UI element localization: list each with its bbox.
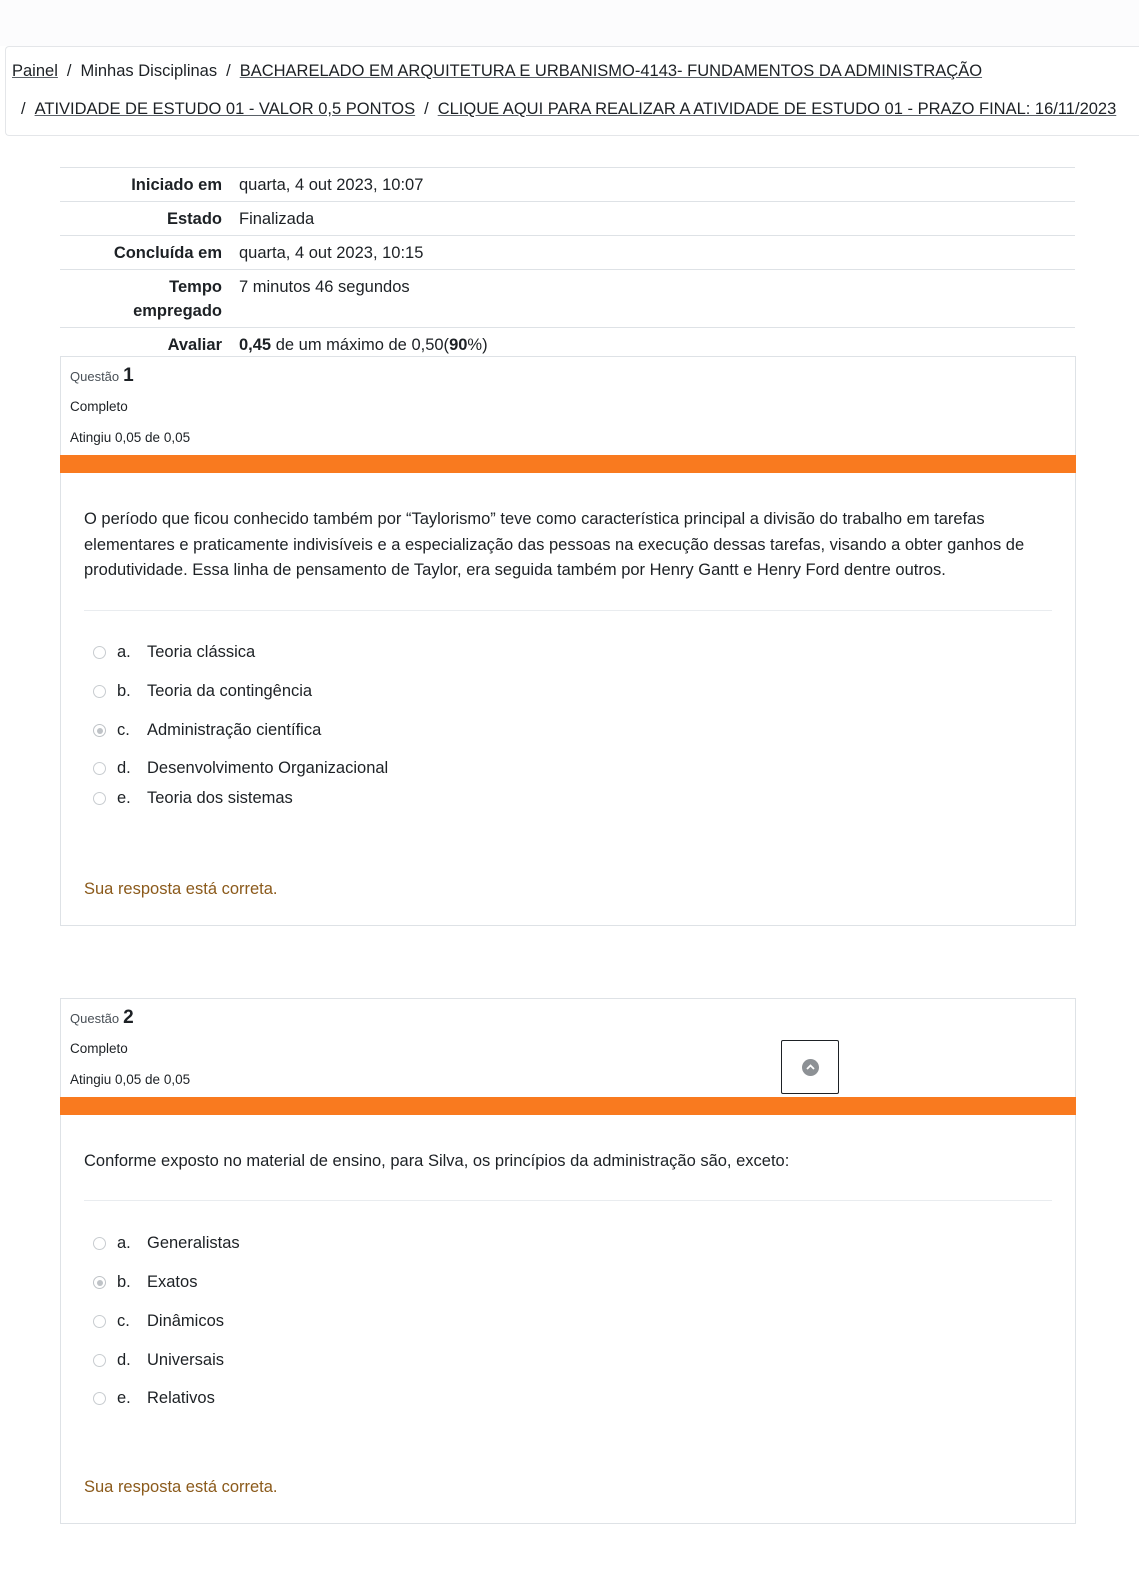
question-2 [60,998,1076,1524]
grade-percent-suffix: %) [467,336,488,354]
question-text: Conforme exposto no material de ensino, para Silva, os princípios da administração são, exceto: [84,1152,790,1170]
question-number-value: 2 [123,1007,134,1028]
answer-option-selected[interactable] [93,721,321,740]
question-grade: Atingiu 0,05 de 0,05 [70,1072,191,1087]
breadcrumb-separator: / [21,100,26,118]
question-grade: Atingiu 0,05 de 0,05 [70,430,191,445]
radio-button[interactable] [93,1315,106,1328]
grade-max-text: de um máximo de 0,50( [275,336,450,354]
radio-button[interactable] [93,1237,106,1250]
question-state: Completo [70,1041,128,1056]
radio-button[interactable] [93,1354,106,1367]
scroll-to-top-button[interactable] [781,1040,839,1094]
divider [84,610,1052,611]
chevron-up-icon [806,1064,815,1070]
breadcrumb-link-painel[interactable]: Painel [12,62,58,80]
radio-button[interactable] [93,646,106,659]
answer-option[interactable] [93,682,312,701]
option-label: Relativos [147,1389,215,1407]
radio-button-selected[interactable] [93,724,106,737]
answer-option[interactable] [93,1312,224,1331]
option-label: Teoria da contingência [147,682,313,700]
radio-button[interactable] [93,1392,106,1405]
answer-option[interactable] [93,1351,224,1370]
answer-option[interactable] [93,1389,215,1408]
breadcrumb-separator: / [226,62,231,80]
summary-row-started [60,168,1075,202]
breadcrumb-item-minhas-disciplinas: Minhas Disciplinas [80,62,218,80]
option-label: Generalistas [147,1234,240,1252]
divider [84,1200,1052,1201]
question-info [61,999,1075,1097]
question-number [70,1007,134,1029]
radio-button-selected[interactable] [93,1276,106,1289]
grade-score: 0,45 [239,336,272,354]
feedback-text: Sua resposta está correta. [84,1478,278,1496]
summary-label: Avaliar [167,336,222,354]
option-letter: e. [117,1389,131,1407]
answer-option[interactable] [93,1234,240,1253]
question-info [61,357,1075,455]
summary-value: Finalizada [239,210,315,228]
summary-label-line2: empregado [133,302,222,320]
breadcrumb-link-activity[interactable]: ATIVIDADE DE ESTUDO 01 - VALOR 0,5 PONTOS [34,100,416,118]
answer-option[interactable] [93,789,293,808]
option-letter: a. [117,643,131,661]
grade-percent: 90 [449,336,468,354]
radio-button[interactable] [93,762,106,775]
option-label: Universais [147,1351,225,1369]
summary-row-state [60,202,1075,236]
option-letter: a. [117,1234,131,1252]
option-letter: c. [117,1312,130,1330]
breadcrumb [5,46,1139,136]
question-number [70,365,134,387]
option-label: Teoria dos sistemas [147,789,293,807]
answer-option-selected[interactable] [93,1273,197,1292]
option-label: Desenvolvimento Organizacional [147,759,389,777]
answer-option[interactable] [93,643,255,662]
answer-option[interactable] [93,759,388,778]
option-letter: d. [117,1351,131,1369]
summary-row-completed [60,236,1075,270]
option-letter: d. [117,759,131,777]
summary-value: quarta, 4 out 2023, 10:15 [239,244,424,262]
option-label: Administração científica [147,721,322,739]
summary-label: Iniciado em [131,176,222,194]
summary-label: Concluída em [113,244,222,262]
option-letter: b. [117,1273,131,1291]
question-state: Completo [70,399,128,414]
summary-label-line1: Tempo [169,278,222,296]
question-number-value: 1 [123,365,134,386]
option-letter: e. [117,789,131,807]
summary-label [60,270,222,327]
breadcrumb-link-course[interactable]: BACHARELADO EM ARQUITETURA E URBANISMO-4143- FUNDAMENTOS DA ADMINISTRAÇÃO [239,62,983,80]
breadcrumb-link-quiz[interactable]: CLIQUE AQUI PARA REALIZAR A ATIVIDADE DE ESTUDO 01 - PRAZO FINAL: 16/11/2023 [437,100,1117,118]
option-letter: b. [117,682,131,700]
option-label: Dinâmicos [147,1312,225,1330]
summary-value: 7 minutos 46 segundos [239,278,410,296]
radio-button[interactable] [93,792,106,805]
option-label: Teoria clássica [147,643,256,661]
question-accent-bar [60,455,1076,473]
feedback-text: Sua resposta está correta. [84,880,278,898]
summary-label: Estado [166,210,222,228]
chevron-up-circle-icon [802,1059,819,1076]
question-1 [60,356,1076,926]
summary-value: quarta, 4 out 2023, 10:07 [239,176,424,194]
breadcrumb-separator: / [424,100,429,118]
attempt-summary-table [60,167,1075,361]
question-accent-bar [60,1097,1076,1115]
summary-row-time [60,270,1075,328]
question-prefix: Questão [70,1011,120,1026]
question-prefix: Questão [70,369,120,384]
top-background [0,0,1139,46]
option-letter: c. [117,721,130,739]
breadcrumb-separator: / [66,62,72,80]
radio-button[interactable] [93,685,106,698]
option-label: Exatos [147,1273,198,1291]
question-text: O período que ficou conhecido também por “Taylorismo” teve como característica principal a divisão do trabalho em tarefas elementares e praticamente indivisíveis e a especialização das pessoas na execução dessas tarefas, visando a obter ganhos de produtividade. Essa linha de pensamento de Taylor, era seguida também por Henry Gantt e Henry Ford dentre outros. [84,510,1025,579]
